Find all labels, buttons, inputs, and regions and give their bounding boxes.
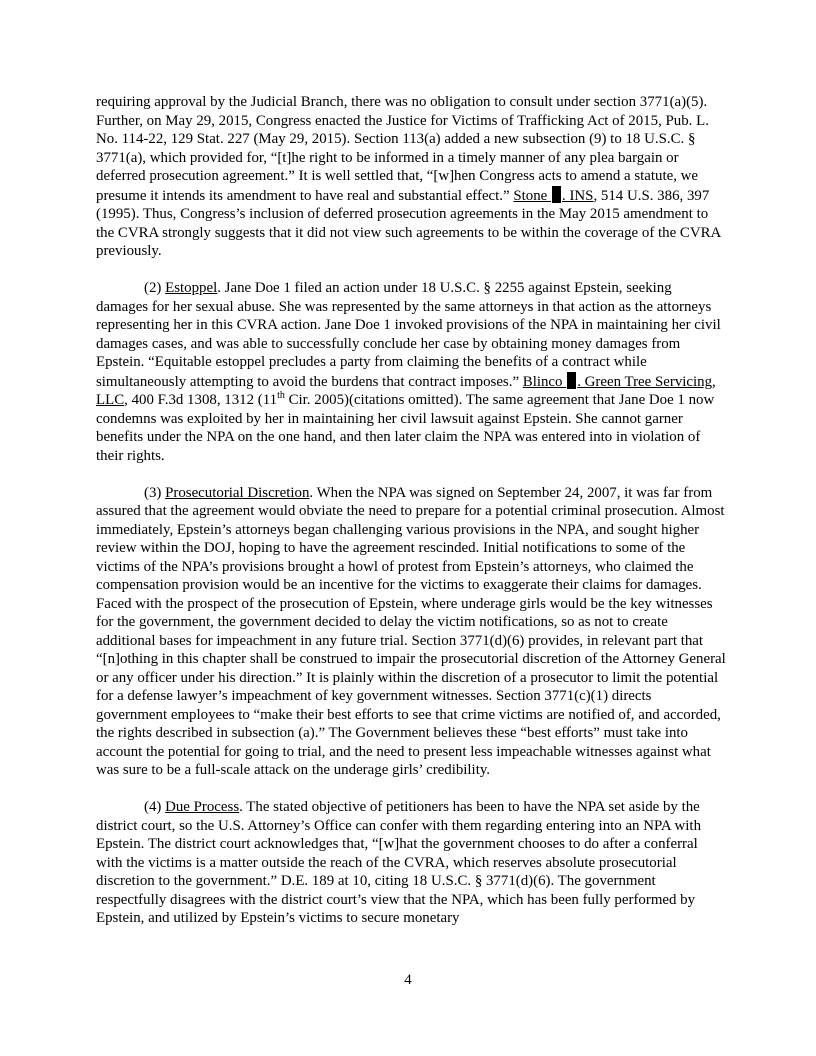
paragraph-estoppel (96, 279, 726, 465)
section-heading-prosecutorial-discretion: Prosecutorial Discretion (165, 484, 310, 501)
paragraph-due-process (96, 798, 726, 928)
paragraph-text: , 514 U.S. 386, 397 (1995). Thus, Congress’s inclusion of deferred prosecution agreements in the May 2015 amendment to the CVRA strongly suggests that it did not view such agreements to be within the coverage of the CVRA previously. (96, 187, 721, 259)
section-heading-estoppel: Estoppel (165, 280, 218, 296)
case-citation-stone: Stone . INS (513, 187, 594, 204)
document-body (96, 93, 726, 946)
section-number: (2) (144, 280, 166, 296)
section-number: (4) (144, 799, 166, 815)
paragraph-text: . Jane Doe 1 filed an action under 18 U.S.C. § 2255 against Epstein, seeking damages for her sexual abuse. She was represented by the same attorneys in that action as the attorneys representing her in this CVRA action. Jane Doe 1 invoked provisions of the NPA in maintaining her civil damages cases, and was able to successfully conclude her case by obtaining money damages from Epstein. “Equitable estoppel precludes a party from claiming the benefits of a contract while simultaneously attempting to avoid the burdens that contract imposes.” (96, 280, 721, 390)
ordinal-suffix: th (277, 390, 285, 402)
paragraph-prosecutorial-discretion (96, 484, 726, 780)
redaction-block (552, 186, 561, 203)
paragraph-text: requiring approval by the Judicial Branch, there was no obligation to consult under section 3771(a)(5). Further, on May 29, 2015, Congress enacted the Justice for Victims of Trafficking Act of 2015, Pub. L. No. 114-22, 129 Stat. 227 (May 29, 2015). Section 113(a) added a new subsection (9) to 18 U.S.C. § 3771(a), which provided for, “[t]he right to be informed in a timely manner of any plea bargain or deferred prosecution agreement.” It is well settled that, “[w]hen Congress acts to amend a statute, we presume it intends its amendment to have real and substantial effect.” (96, 94, 709, 204)
section-number: (3) (144, 484, 166, 501)
paragraph-cvra-amendment (96, 93, 726, 261)
page-number: 4 (404, 972, 412, 988)
paragraph-text: . When the NPA was signed on September 24, 2007, it was far from assured that the agreement would obviate the need to prepare for a potential criminal prosecution. Almost immediately, Epstein’s attorneys began challenging various provisions in the NPA, and sought higher review within the DOJ, hoping to have the agreement rescinded. Initial notifications to some of the victims of the NPA’s provisions brought a howl of protest from Epstein’s attorneys, who claimed the compensation provision would be an incentive for the victims to exaggerate their claims for damages. Faced with the prospect of the prosecution of Epstein, where underage girls would be the key witnesses for the government, the government decided to delay the victim notifications, so as not to create additional bases for impeachment in any future trial. Section 3771(d)(6) provides, in relevant part that “[n]othing in this chapter shall be construed to impair the prosecutorial discretion of the Attorney General or any officer under his direction.” It is plainly within the discretion of a prosecutor to limit the potential for a defense lawyer’s impeachment of key government witnesses. Section 3771(c)(1) directs government employees to “make their best efforts to see that crime victims are notified of, and accorded, the rights described in subsection (a).” The Government believes these “best efforts” must take into account the potential for going to trial, and the need to present less impeachable witnesses against what was sure to be a full-scale attack on the underage girls’ credibility. (96, 484, 726, 778)
paragraph-text: Cir. 2005)(citations omitted). The same agreement that Jane Doe 1 now condemns was exploited by her in maintaining her civil lawsuit against Epstein. She cannot garner benefits under the NPA on the one hand, and then later claim the NPA was entered into in violation of their rights. (96, 392, 715, 464)
case-citation-blinco: Blinco . Green Tree Servicing, LLC (96, 373, 716, 408)
section-heading-due-process: Due Process (165, 799, 240, 815)
redaction-block (567, 372, 576, 389)
paragraph-text: , 400 F.3d 1308, 1312 (11 (124, 392, 278, 408)
paragraph-text: . The stated objective of petitioners has been to have the NPA set aside by the district court, so the U.S. Attorney’s Office can confer with them regarding entering into an NPA with Epstein. The district court acknowledges that, “[w]hat the government chooses to do after a conferral with the victims is a matter outside the reach of the CVRA, which reserves absolute prosecutorial discretion to the government.” D.E. 189 at 10, citing 18 U.S.C. § 3771(d)(6). The government respectfully disagrees with the district court’s view that the NPA, which has been fully performed by Epstein, and utilized by Epstein’s victims to secure monetary (96, 799, 702, 926)
